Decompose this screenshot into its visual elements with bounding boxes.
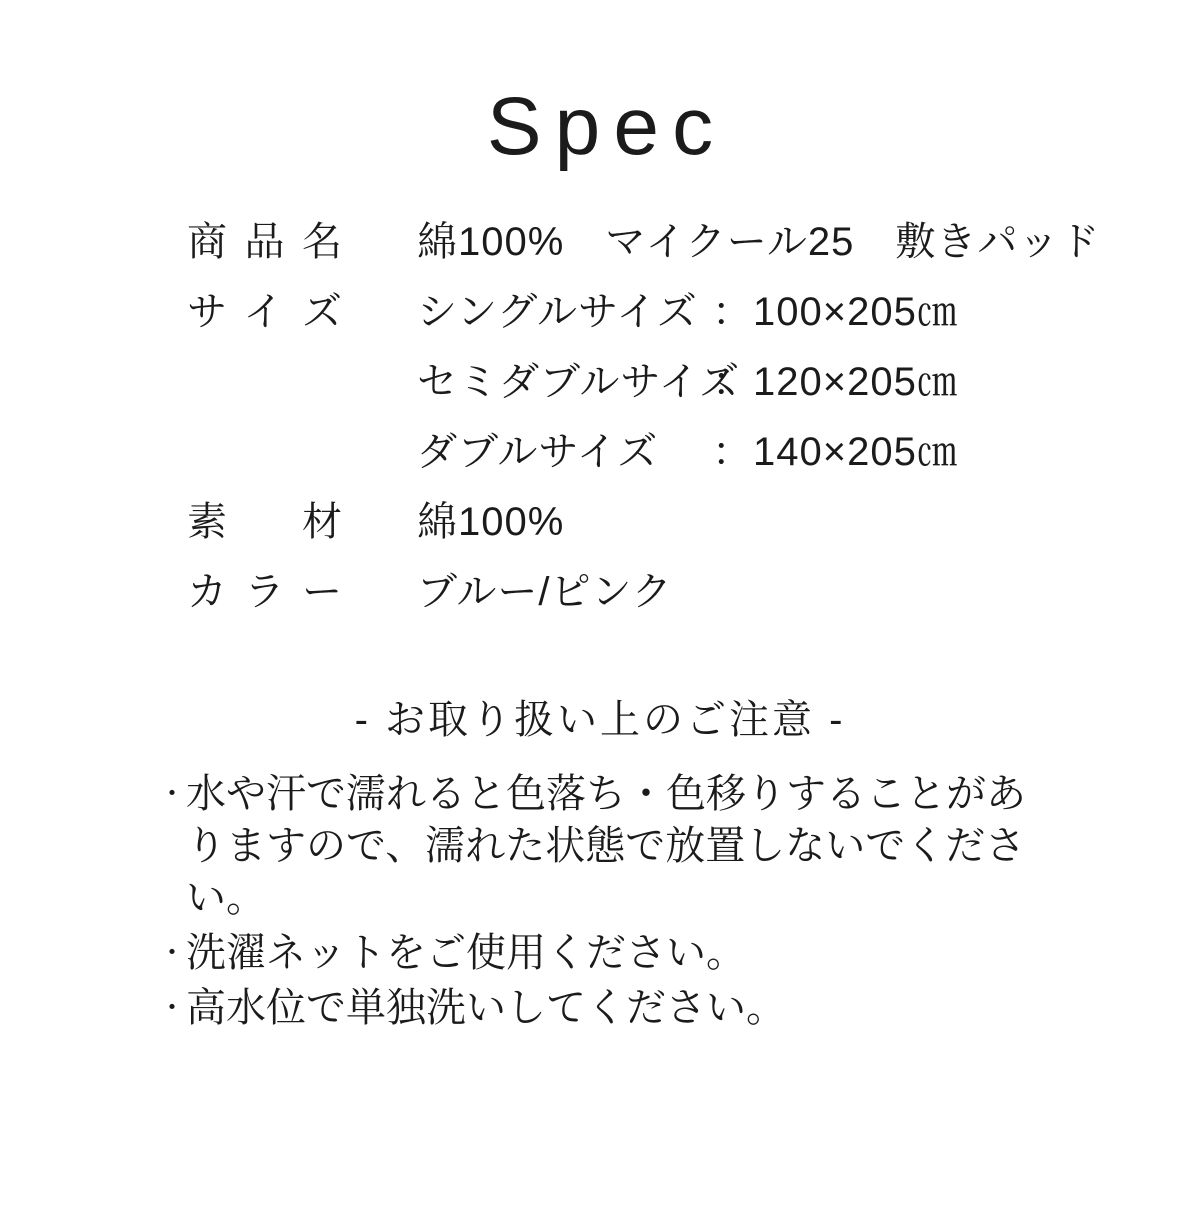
size-dimension-single: ：100×205㎝ (712, 290, 958, 335)
size-entry-single (417, 290, 958, 335)
color-label: カラー (187, 570, 342, 615)
color-value: ブルー/ピンク (417, 570, 673, 615)
notice-item-text: 高水位で単独洗いしてください。 (186, 986, 786, 1031)
notice-item-text: 洗濯ネットをご使用ください。 (186, 931, 746, 976)
handling-notice-heading: - お取り扱い上のご注意 - (354, 698, 846, 743)
spec-row-color (187, 570, 1200, 615)
material-label: 素材 (187, 500, 342, 545)
size-list (417, 290, 958, 475)
page-title: Spec (486, 81, 727, 172)
notice-item-text: 水や汗で濡れると色落ち・色移りすることがありますので、濡れた状態で放置しないでください。 (186, 772, 1026, 921)
size-entry-semidouble (417, 360, 958, 405)
bullet-icon: ・ (158, 992, 187, 1024)
spec-table (187, 220, 1200, 615)
product-name-label: 商品名 (187, 220, 342, 265)
size-dimension-double: ：140×205㎝ (712, 430, 958, 475)
handling-notice-list (158, 768, 1038, 1034)
spec-row-product-name (187, 220, 1200, 265)
size-name-double: ダブルサイズ (417, 430, 659, 475)
bullet-icon: ・ (158, 778, 187, 810)
notice-item-colorfastness (158, 768, 1038, 924)
notice-item-laundry-net (158, 927, 1038, 979)
handling-notice-section (0, 698, 1200, 1034)
size-name-single: シングルサイズ (417, 290, 698, 335)
bullet-icon: ・ (158, 937, 187, 969)
size-entry-double (417, 430, 958, 475)
material-value: 綿100% (417, 500, 565, 545)
size-dimension-semidouble: ：120×205㎝ (712, 360, 958, 405)
spec-row-material (187, 500, 1200, 545)
size-label: サイズ (187, 290, 342, 335)
size-name-semidouble: セミダブルサイズ (417, 360, 741, 405)
spec-row-size (187, 290, 1200, 475)
notice-item-wash-alone (158, 982, 1038, 1034)
product-name-value: 綿100% マイクール25 敷きパッド (417, 220, 1101, 265)
